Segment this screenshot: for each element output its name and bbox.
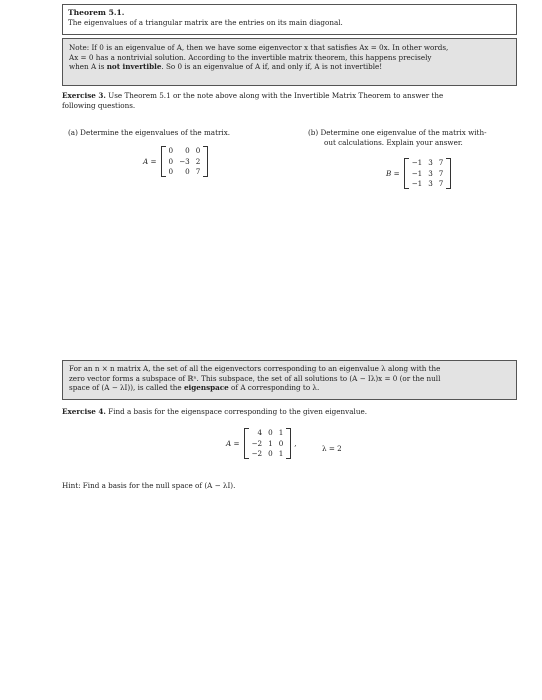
eigenspace-line-3-b: of A corresponding to λ. <box>228 383 320 393</box>
matrix-a-part-a <box>143 146 208 177</box>
matrix-cell: −1 <box>411 168 423 178</box>
part-b-label-2: out calculations. Explain your answer. <box>324 137 463 147</box>
exercise-3-text-1: Use Theorem 5.1 or the note above along with the Invertible Matrix Theorem to answer the <box>108 91 444 100</box>
matrix-cell: 1 <box>278 428 284 437</box>
eigenvalue-label: λ = 2 <box>322 444 342 453</box>
matrix-cell: 3 <box>428 158 433 167</box>
matrix-cell: 0 <box>185 146 190 155</box>
matrix-right-bracket <box>286 428 291 459</box>
matrix-a-name: A = <box>143 156 157 166</box>
matrix-a-grid <box>166 146 204 177</box>
matrix-cell: 0 <box>278 438 284 448</box>
matrix-cell: −2 <box>251 438 263 448</box>
eigenspace-line-3-bold: eigenspace <box>183 383 229 393</box>
matrix-right-bracket <box>446 158 451 189</box>
matrix-b-name: B = <box>386 168 400 178</box>
matrix-b-grid <box>409 158 447 189</box>
exercise-3-label: Exercise 3. <box>62 91 106 100</box>
matrix-cell: 0 <box>168 146 174 155</box>
note-line-3 <box>69 62 510 72</box>
matrix-cell: −1 <box>411 158 423 167</box>
matrix-cell: 1 <box>278 449 284 459</box>
part-a-label: (a) Determine the eigenvalues of the matrix. <box>68 128 231 137</box>
matrix-cell: 0 <box>168 167 174 177</box>
matrix-cell: 0 <box>168 156 174 166</box>
eigenspace-definition-box <box>62 360 517 400</box>
matrix-cell: 7 <box>438 158 444 167</box>
matrix-right-bracket <box>203 146 208 177</box>
matrix-b <box>386 158 451 189</box>
matrix-cell: 2 <box>195 156 201 166</box>
matrix-cell: 3 <box>428 179 433 189</box>
matrix-a-exercise-4 <box>226 428 297 459</box>
theorem-box <box>62 4 517 35</box>
hint-text: Hint: Find a basis for the null space of (A − λI). <box>62 481 236 490</box>
matrix-cell: 7 <box>438 179 444 189</box>
eigenspace-line-3-a: space of (A − λI)), is called the <box>69 383 184 393</box>
eigenspace-line-1: For an n × n matrix A, the set of all the eigenvectors corresponding to an eigenvalue λ along with the <box>69 364 441 373</box>
matrix-cell: −3 <box>179 156 190 166</box>
note-line-3-b: . So 0 is an eigenvalue of A if, and only if, A is not invertible! <box>161 62 383 72</box>
exercise-4-label: Exercise 4. <box>62 407 106 416</box>
exercise-3-text-2: following questions. <box>62 100 136 110</box>
matrix-cell: 0 <box>268 428 273 437</box>
matrix-a-name: A = <box>226 438 240 448</box>
matrix-cell: −2 <box>251 449 263 459</box>
note-line-2: Ax = 0 has a nontrivial solution. According to the invertible matrix theorem, this happens precisely <box>69 52 432 62</box>
theorem-title: Theorem 5.1. <box>68 8 125 17</box>
matrix-cell: 4 <box>257 428 263 437</box>
exercise-4 <box>62 407 517 417</box>
note-line-1: Note: If 0 is an eigenvalue of A, then we have some eigenvector x that satisfies Ax = 0x. In other words, <box>69 43 449 52</box>
eigenspace-line-3 <box>69 383 510 393</box>
note-line-3-a: when A is <box>69 62 107 72</box>
matrix-cell: 1 <box>268 438 273 448</box>
matrix-cell: 3 <box>428 168 433 178</box>
note-box <box>62 38 517 86</box>
matrix-cell: 7 <box>195 167 201 177</box>
exercise-4-text: Find a basis for the eigenspace corresponding to the given eigenvalue. <box>108 407 367 416</box>
matrix-cell: 0 <box>268 449 273 459</box>
part-b-label <box>308 128 518 147</box>
matrix-cell: 0 <box>185 167 190 177</box>
part-b-label-1: (b) Determine one eigenvalue of the matrix with- <box>308 128 487 137</box>
matrix-cell: 7 <box>438 168 444 178</box>
matrix-a4-grid <box>249 428 287 459</box>
theorem-text: The eigenvalues of a triangular matrix are the entries on its main diagonal. <box>68 18 343 28</box>
matrix-cell: 0 <box>195 146 201 155</box>
note-line-3-bold: not invertible <box>106 62 162 72</box>
matrix-comma: , <box>294 438 297 448</box>
exercise-3 <box>62 91 517 110</box>
matrix-cell: −1 <box>411 179 423 189</box>
eigenspace-line-2: zero vector forms a subspace of ℝⁿ. This subspace, the set of all solutions to (A − Iλ)x = 0 (or the null <box>69 373 441 383</box>
